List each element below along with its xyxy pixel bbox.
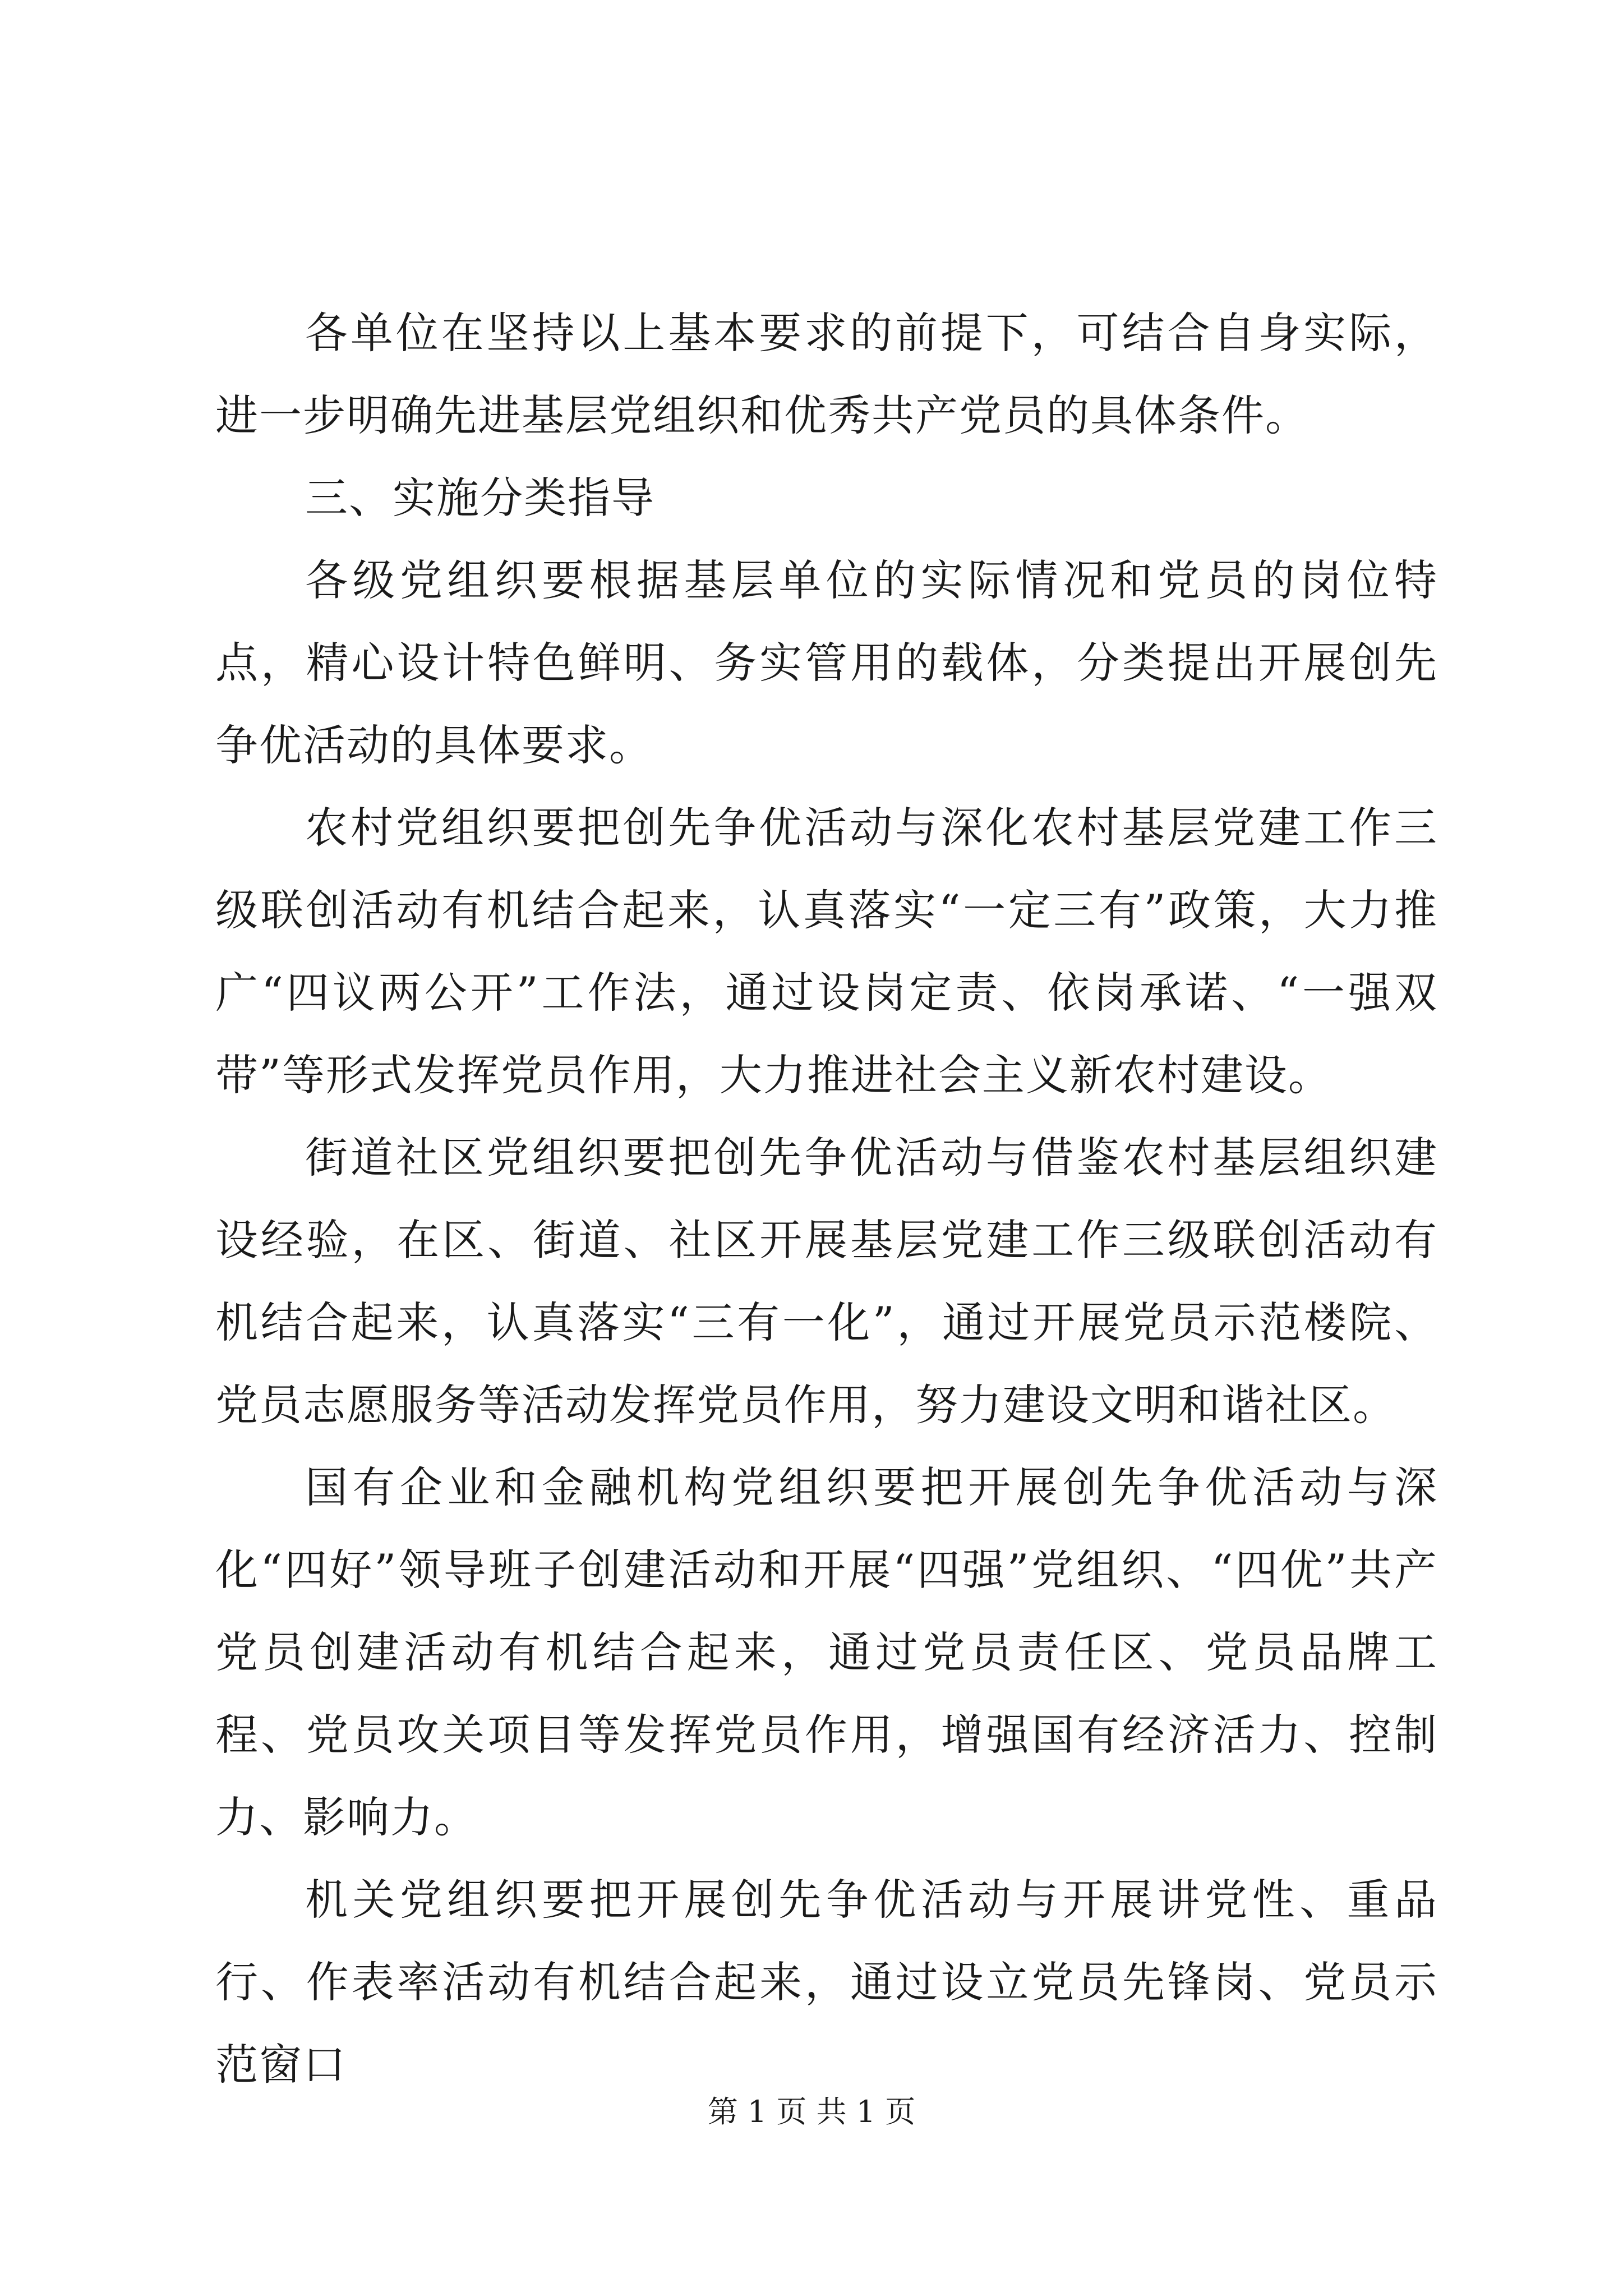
paragraph-community: 街道社区党组织要把创先争优活动与借鉴农村基层组织建设经验，在区、街道、社区开展基层党建工作三级联创活动有机结合起来，认真落实“三有一化”，通过开展党员示范楼院、党员志愿服务等活动发挥党员作用，努力建设文明和谐社区。 — [215, 1133, 1438, 1430]
paragraph-enterprise: 国有企业和金融机构党组织要把开展创先争优活动与深化“四好”领导班子创建活动和开展“四强”党组织、“四优”共产党员创建活动有机结合起来，通过党员责任区、党员品牌工程、党员攻关项目等发挥党员作用，增强国有经济活力、控制力、影响力。 — [215, 1462, 1438, 1842]
section-heading: 三、实施分类指导 — [305, 473, 655, 523]
paragraph-requirements: 各单位在坚持以上基本要求的前提下，可结合自身实际，进一步明确先进基层党组织和优秀共产党员的具体条件。 — [215, 308, 1438, 440]
paragraph-agency: 机关党组织要把开展创先争优活动与开展讲党性、重品行、作表率活动有机结合起来，通过设立党员先锋岗、党员示范窗口 — [215, 1875, 1438, 2090]
paragraph-rural: 农村党组织要把创先争优活动与深化农村基层党建工作三级联创活动有机结合起来，认真落实“一定三有”政策，大力推广“四议两公开”工作法，通过设岗定责、依岗承诺、“一强双带”等形式发挥党员作用，大力推进社会主义新农村建设。 — [215, 803, 1438, 1100]
paragraph-guidance: 各级党组织要根据基层单位的实际情况和党员的岗位特点，精心设计特色鲜明、务实管用的载体，分类提出开展创先争优活动的具体要求。 — [215, 555, 1438, 770]
page-footer: 第 1 页 共 1 页 — [707, 2094, 916, 2129]
document-body — [215, 292, 1438, 2106]
